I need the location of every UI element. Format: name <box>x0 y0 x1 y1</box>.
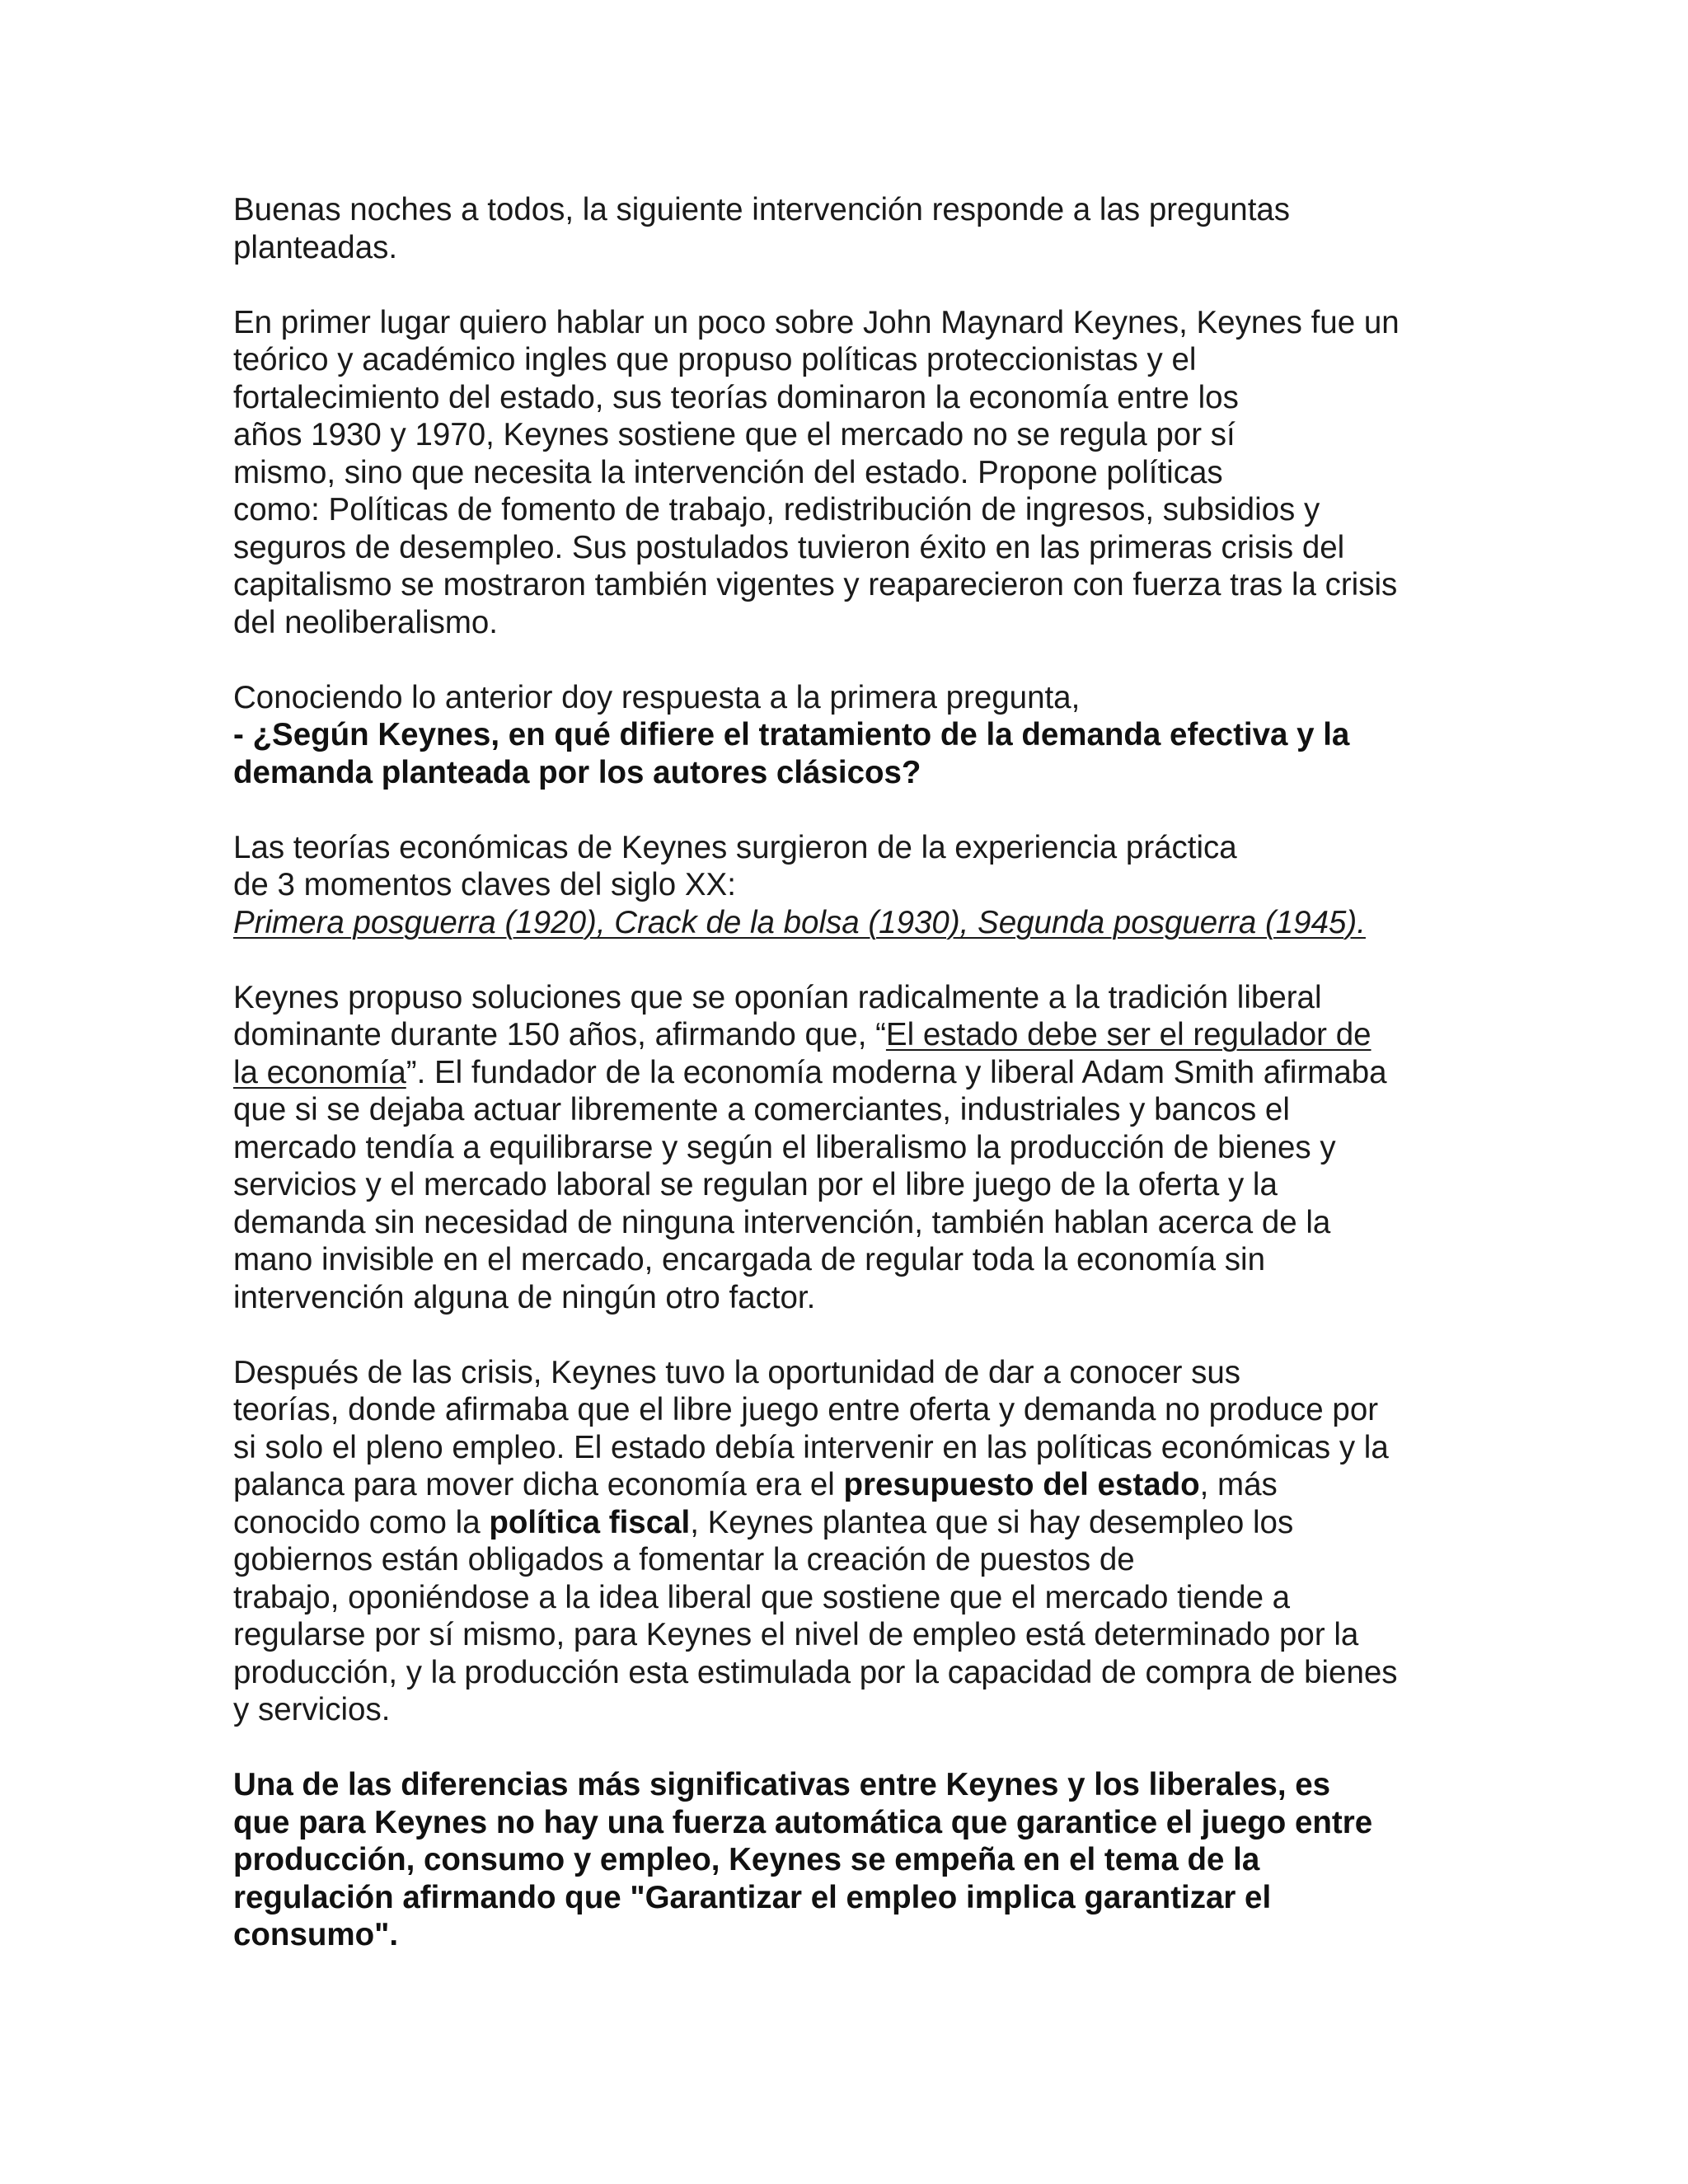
text-line: Las teorías económicas de Keynes surgieron de la experiencia práctica <box>233 829 1237 865</box>
document-page <box>233 191 1470 1991</box>
text-line <box>233 1466 1470 1504</box>
question-heading-line: - ¿Según Keynes, en qué difiere el tratamiento de la demanda efectiva y la <box>233 717 1350 752</box>
text-fragment: dominante durante 150 años, afirmando que, “ <box>233 1017 886 1052</box>
key-moments-list: Primera posguerra (1920), Crack de la bolsa (1930), Segunda posguerra (1945). <box>233 904 1366 940</box>
question-heading-line: demanda planteada por los autores clásicos? <box>233 754 921 790</box>
paragraph-key-moments <box>233 829 1470 942</box>
text-line: si solo el pleno empleo. El estado debía intervenir en las políticas económicas y la <box>233 1429 1389 1465</box>
text-line <box>233 1054 1470 1092</box>
text-line: años 1930 y 1970, Keynes sostiene que el mercado no se regula por sí <box>233 417 1236 452</box>
text-line: planteadas. <box>233 229 398 265</box>
paragraph-greeting <box>233 191 1470 266</box>
text-line: gobiernos están obligados a fomentar la creación de puestos de <box>233 1542 1135 1577</box>
text-line <box>233 1504 1470 1542</box>
text-line: teorías, donde afirmaba que el libre juego entre oferta y demanda no produce por <box>233 1392 1379 1427</box>
text-line: capitalismo se mostraron también vigentes y reaparecieron con fuerza tras la crisis <box>233 567 1398 602</box>
text-line: regularse por sí mismo, para Keynes el nivel de empleo está determinado por la <box>233 1617 1359 1652</box>
text-line: En primer lugar quiero hablar un poco sobre John Maynard Keynes, Keynes fue un <box>233 304 1400 340</box>
text-line: teórico y académico ingles que propuso políticas proteccionistas y el <box>233 342 1197 377</box>
text-line: Después de las crisis, Keynes tuvo la oportunidad de dar a conocer sus <box>233 1354 1240 1390</box>
text-fragment: conocido como la <box>233 1504 490 1540</box>
text-line: como: Políticas de fomento de trabajo, redistribución de ingresos, subsidios y <box>233 492 1320 527</box>
underlined-quote: la economía <box>233 1054 406 1090</box>
text-line <box>233 1016 1470 1054</box>
text-line: mercado tendía a equilibrarse y según el liberalismo la producción de bienes y <box>233 1129 1336 1165</box>
text-line: intervención alguna de ningún otro factor. <box>233 1279 816 1315</box>
text-line: Keynes propuso soluciones que se oponían radicalmente a la tradición liberal <box>233 979 1322 1015</box>
bold-term: política fiscal <box>489 1504 691 1540</box>
text-line: fortalecimiento del estado, sus teorías dominaron la economía entre los <box>233 379 1239 415</box>
text-line: producción, y la producción esta estimulada por la capacidad de compra de bienes <box>233 1654 1398 1690</box>
text-line: mano invisible en el mercado, encargada de regular toda la economía sin <box>233 1242 1266 1277</box>
text-line: de 3 momentos claves del siglo XX: <box>233 867 736 902</box>
bold-term: presupuesto del estado <box>843 1467 1200 1502</box>
text-fragment: , Keynes plantea que si hay desempleo los <box>690 1504 1294 1540</box>
paragraph-after-crisis <box>233 1354 1470 1729</box>
text-line: consumo". <box>233 1917 399 1952</box>
text-line: y servicios. <box>233 1692 391 1727</box>
text-line: Una de las diferencias más significativas entre Keynes y los liberales, es <box>233 1767 1331 1802</box>
text-line: del neoliberalismo. <box>233 604 499 640</box>
text-line: servicios y el mercado laboral se regulan por el libre juego de la oferta y la <box>233 1167 1278 1202</box>
text-line: seguros de desempleo. Sus postulados tuvieron éxito en las primeras crisis del <box>233 529 1345 565</box>
paragraph-keynes-intro <box>233 304 1470 642</box>
paragraph-conclusion <box>233 1766 1470 1954</box>
text-line: Conociendo lo anterior doy respuesta a la primera pregunta, <box>233 679 1081 715</box>
text-line: demanda sin necesidad de ninguna intervención, también hablan acerca de la <box>233 1204 1331 1240</box>
text-fragment: ”. El fundador de la economía moderna y liberal Adam Smith afirmaba <box>406 1054 1387 1090</box>
paragraph-first-question <box>233 679 1470 792</box>
text-line: mismo, sino que necesita la intervención del estado. Propone políticas <box>233 454 1223 490</box>
paragraph-liberal-tradition <box>233 979 1470 1317</box>
text-line: que para Keynes no hay una fuerza automática que garantice el juego entre <box>233 1804 1373 1840</box>
text-fragment: , más <box>1199 1467 1278 1502</box>
underlined-quote: El estado debe ser el regulador de <box>885 1017 1372 1052</box>
text-line: trabajo, oponiéndose a la idea liberal que sostiene que el mercado tiende a <box>233 1579 1291 1615</box>
text-line: que si se dejaba actuar libremente a comerciantes, industriales y bancos el <box>233 1092 1290 1127</box>
text-line: regulación afirmando que "Garantizar el empleo implica garantizar el <box>233 1879 1272 1915</box>
text-line: Buenas noches a todos, la siguiente intervención responde a las preguntas <box>233 192 1291 227</box>
text-line: producción, consumo y empleo, Keynes se empeña en el tema de la <box>233 1842 1260 1877</box>
text-fragment: palanca para mover dicha economía era el <box>233 1467 844 1502</box>
